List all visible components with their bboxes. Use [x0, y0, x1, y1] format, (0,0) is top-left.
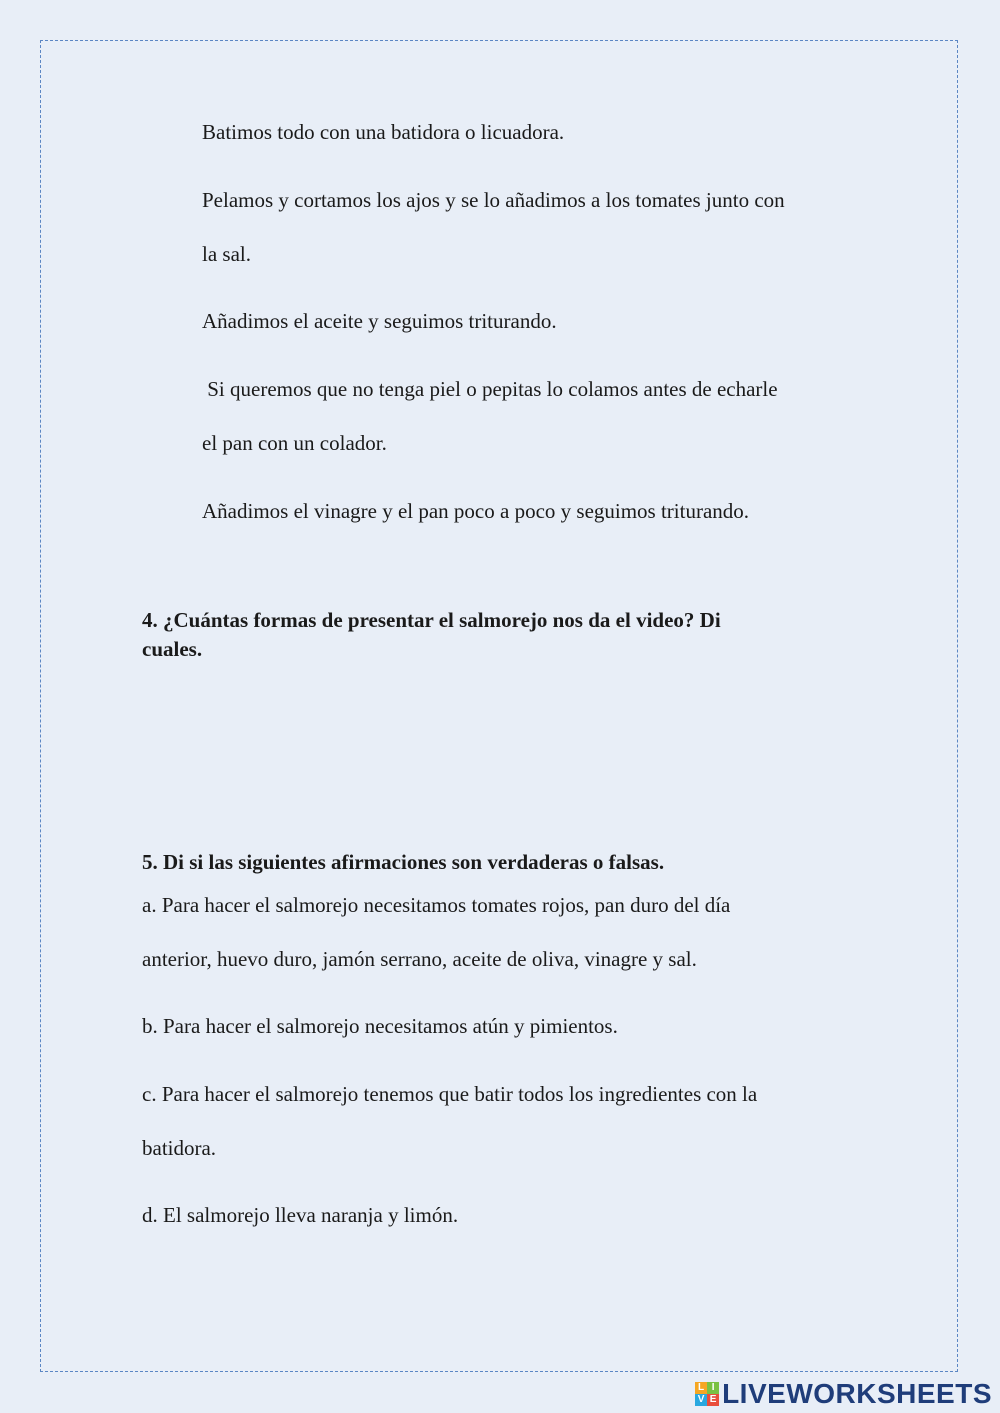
step-line: Si queremos que no tenga piel o pepitas lo colamos antes de echarle	[202, 377, 778, 401]
step-line: el pan con un colador.	[202, 431, 387, 455]
statement-line: anterior, huevo duro, jamón serrano, aceite de oliva, vinagre y sal.	[142, 947, 697, 971]
logo-wordmark: LIVEWORKSHEETS	[722, 1378, 992, 1409]
question-5-title: 5. Di si las siguientes afirmaciones son verdaderas o falsas.	[142, 850, 665, 874]
statement-line: d. El salmorejo lleva naranja y limón.	[142, 1203, 459, 1227]
step-line: Batimos todo con una batidora o licuadora.	[202, 120, 565, 144]
logo-letter: E	[707, 1394, 719, 1406]
logo-letter: V	[695, 1394, 707, 1406]
statement-line: batidora.	[142, 1136, 217, 1160]
statement-line: c. Para hacer el salmorejo tenemos que batir todos los ingredientes con la	[142, 1082, 758, 1106]
step-line: Añadimos el vinagre y el pan poco a poco y seguimos triturando.	[202, 499, 750, 523]
step-line: Añadimos el aceite y seguimos triturando.	[202, 309, 557, 333]
worksheet-border	[40, 40, 958, 1372]
statement-line: b. Para hacer el salmorejo necesitamos atún y pimientos.	[142, 1014, 618, 1038]
question-4-line-1: 4. ¿Cuántas formas de presentar el salmorejo nos da el video? Di	[142, 608, 721, 632]
question-4-line-2: cuales.	[142, 637, 203, 661]
statement-line: a. Para hacer el salmorejo necesitamos tomates rojos, pan duro del día	[142, 893, 731, 917]
liveworksheets-logo	[695, 1378, 992, 1410]
step-line: la sal.	[202, 242, 251, 266]
step-line: Pelamos y cortamos los ajos y se lo añadimos a los tomates junto con	[202, 188, 785, 212]
logo-letter: L	[695, 1382, 707, 1394]
logo-letter: I	[707, 1382, 719, 1394]
logo-mark-icon	[695, 1382, 719, 1406]
